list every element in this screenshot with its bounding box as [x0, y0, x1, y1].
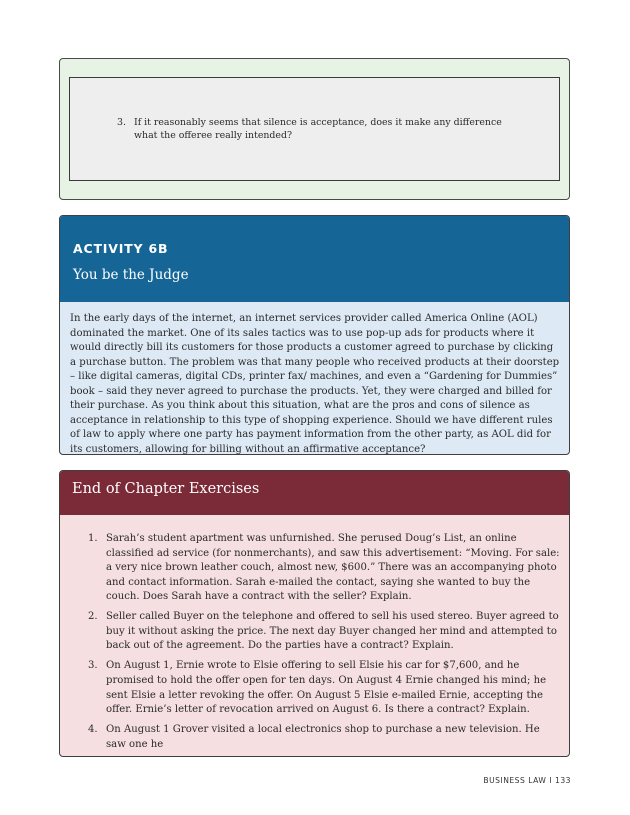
- exercises-list: [88, 532, 560, 757]
- activity-label: ACTIVITY 6B: [73, 241, 169, 256]
- list-item: [88, 723, 560, 752]
- exercise-text: On August 1, Ernie wrote to Elsie offering to sell Elsie his car for $7,600, and he promised to hold the offer open for ten days. On August 4 Ernie changed his mind; he sent Elsie a letter revoking the offer. On August 5 Elsie e-mailed Ernie, accepting the offer. Ernie’s letter of revocation arrived on August 6. Is there a contract? Explain.: [106, 660, 547, 716]
- question-box: [59, 58, 570, 200]
- question-inner-panel: [69, 77, 560, 181]
- list-item: [88, 610, 560, 654]
- question-item: [117, 116, 517, 142]
- page-footer: BUSINESS LAW I 133: [483, 776, 571, 785]
- exercise-number: 2.: [88, 611, 98, 623]
- exercises-title: End of Chapter Exercises: [72, 481, 260, 497]
- exercise-number: 1.: [88, 533, 98, 544]
- activity-subtitle: You be the Judge: [73, 267, 189, 283]
- exercise-number: 4.: [88, 724, 98, 736]
- question-text: If it reasonably seems that silence is acceptance, does it make any difference what the offeree really intended?: [134, 117, 502, 141]
- activity-header: [60, 216, 569, 302]
- exercise-text: Seller called Buyer on the telephone and offered to sell his used stereo. Buyer agreed to buy it without asking the price. The next day Buyer changed her mind and attempted to back out of the agreement. Do the parties have a contract? Explain.: [106, 611, 559, 652]
- exercise-text: On August 1 Grover visited a local electronics shop to purchase a new television. He saw one he: [106, 724, 540, 750]
- question-number: 3.: [117, 117, 126, 128]
- exercise-number: 3.: [88, 660, 98, 672]
- list-item: [88, 659, 560, 717]
- activity-box: [59, 215, 570, 455]
- exercises-box: [59, 470, 570, 757]
- list-item: [88, 532, 560, 605]
- activity-body: In the early days of the internet, an internet services provider called America Online (AOL) dominated the market. One of its sales tactics was to use pop-up ads for products where it would directly bill its customers for those products a customer agreed to purchase by clicking a purchase button. The problem was that many people who received products at their doorstep – like digital cameras, digital CDs, printer fax/ machines, and even a “Gardening for Dummies” book – said they never agreed to purchase the products. Yet, they were charged and billed for their purchase. As you think about this situation, what are the pros and cons of silence as acceptance in relationship to this type of shopping experience. Should we have different rules of law to apply where one party has payment information from the other party, as AOL did for its customers, allowing for billing without an affirmative acceptance?: [70, 313, 560, 455]
- exercises-header: [60, 471, 569, 515]
- exercise-text: Sarah’s student apartment was unfurnished. She perused Doug’s List, an online classified ad service (for nonmerchants), and saw this advertisement: “Moving. For sale: a very nice brown leather couch, almost new, $600.” There was an accompanying photo and contact information. Sarah e-mailed the contact, saying she wanted to buy the couch. Does Sarah have a contract with the seller? Explain.: [106, 533, 560, 603]
